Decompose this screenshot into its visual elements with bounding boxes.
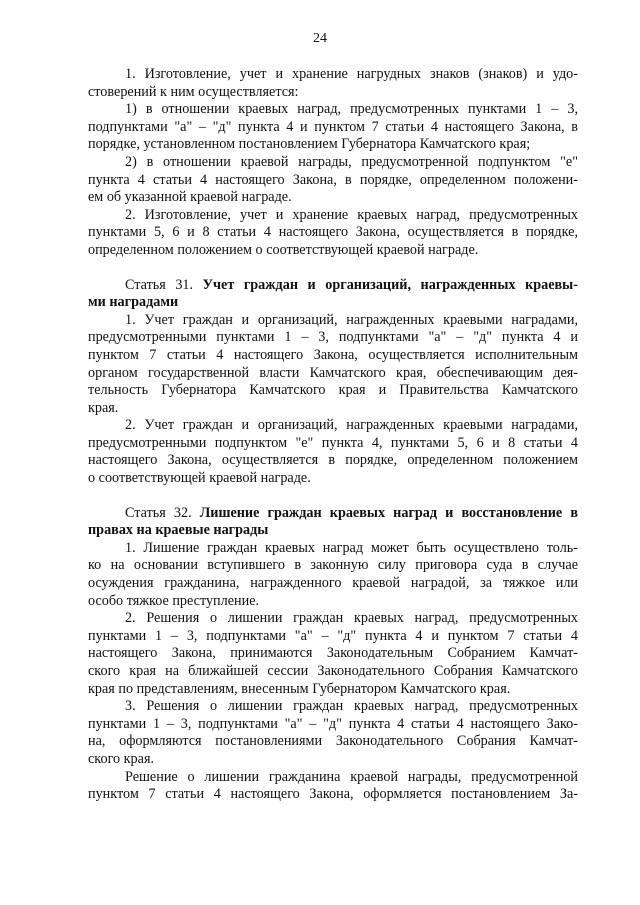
paragraph-line: тельность Губернатора Камчатского края и Правительства Камчатского: [88, 382, 578, 399]
paragraph-line: 3. Решения о лишении граждан краевых наград, предусмотренных: [125, 698, 578, 715]
article-32-label: Статья 32.: [125, 504, 192, 521]
paragraph-line: предусмотренными пунктами 1 – 3, подпунктами "а" – "д" пункта 4 и: [88, 329, 578, 346]
paragraph-line: пунктом 7 статьи 4 настоящего Закона, осуществляется исполнительным: [88, 346, 578, 363]
paragraph-line: пункта 4 статьи 4 настоящего Закона, в порядке, определенном положени-: [88, 171, 578, 188]
paragraph-line: стоверений к ним осуществляется:: [88, 83, 299, 100]
article-30-section: [88, 66, 578, 260]
paragraph-line: 2) в отношении краевой награды, предусмотренной подпунктом "е": [125, 153, 578, 170]
paragraph-line: ского края на ближайшей сессии Законодательного Собрания Камчатского: [88, 663, 578, 679]
paragraph-line: пунктами 5, 6 и 8 статьи 4 настоящего Закона, осуществляется в порядке,: [88, 224, 578, 241]
paragraph-line: о соответствующей краевой награде.: [88, 470, 311, 487]
paragraph-line: порядке, установленном постановлением Губернатора Камчатского края;: [88, 136, 531, 153]
article-31-section: [88, 277, 578, 488]
paragraph-line: настоящего Закона, принимаются Законодательным Собранием Камчат-: [88, 645, 578, 662]
paragraph-line: пунктами 1 – 3, подпунктами "а" – "д" пункта 4 и пунктом 7 статьи 4: [88, 627, 578, 644]
paragraph-line: ем об указанной краевой награде.: [88, 189, 292, 206]
paragraph-line: 2. Изготовление, учет и хранение краевых наград, предусмотренных: [125, 206, 578, 223]
paragraph-line: 2. Решения о лишении граждан краевых наград, предусмотренных: [125, 610, 578, 627]
document-body: [88, 66, 578, 804]
paragraph-line: пунктом 7 статьи 4 настоящего Закона, оформляется постановлением За-: [88, 786, 578, 803]
paragraph-line: предусмотренными подпунктом "е" пункта 4, пунктами 5, 6 и 8 статьи 4: [88, 434, 578, 451]
article-32-title: Лишение граждан краевых наград и восстановление в: [199, 504, 578, 521]
article-31-title-continuation: ми наградами: [88, 294, 179, 311]
article-31-label: Статья 31.: [125, 276, 194, 293]
article-31-title: Учет граждан и организаций, награжденных краевы-: [202, 276, 578, 293]
paragraph-line: осуждения гражданина, награжденного краевой наградой, за тяжкое или: [88, 575, 578, 592]
paragraph-line: подпунктами "а" – "д" пункта 4 и пунктом 7 статьи 4 настоящего Закона, в: [88, 118, 578, 135]
paragraph-line: пунктами 1 – 3, подпунктами "а" – "д" пункта 4 статьи 4 настоящего Зако-: [88, 715, 578, 732]
paragraph-line: 1) в отношении краевых наград, предусмотренных пунктами 1 – 3,: [125, 101, 578, 118]
paragraph-line: органом государственной власти Камчатского края, обеспечивающим дея-: [88, 364, 578, 381]
paragraph-line: особо тяжкое преступление.: [88, 592, 260, 609]
paragraph-line: ского края.: [88, 750, 155, 767]
article-31-heading: [88, 277, 578, 295]
paragraph-line: края.: [88, 399, 119, 416]
article-32-section: [88, 505, 578, 804]
paragraph-line: ко на основании вступившего в законную силу приговора суда в случае: [88, 557, 578, 574]
paragraph-line: на, оформляются постановлениями Законодательного Собрания Камчат-: [88, 733, 578, 750]
page-number: 24: [313, 31, 327, 46]
paragraph-line: 1. Учет граждан и организаций, награжденных краевыми наградами,: [125, 311, 578, 328]
paragraph-line: настоящего Закона, осуществляется в порядке, определенном положением: [88, 452, 578, 469]
paragraph-line: края по представлениям, внесенным Губернатором Камчатского края.: [88, 680, 511, 697]
paragraph-line: 1. Изготовление, учет и хранение нагрудных знаков (знаков) и удо-: [125, 66, 578, 82]
paragraph-line: Решение о лишении гражданина краевой награды, предусмотренной: [125, 768, 578, 785]
paragraph-line: 2. Учет граждан и организаций, награжденных краевыми наградами,: [125, 417, 578, 434]
article-32-title-continuation: правах на краевые награды: [88, 522, 269, 539]
paragraph-line: определенном положением о соответствующей краевой награде.: [88, 241, 479, 258]
article-32-heading: [88, 505, 578, 523]
paragraph-line: 1. Лишение граждан краевых наград может быть осуществлено толь-: [125, 539, 578, 556]
